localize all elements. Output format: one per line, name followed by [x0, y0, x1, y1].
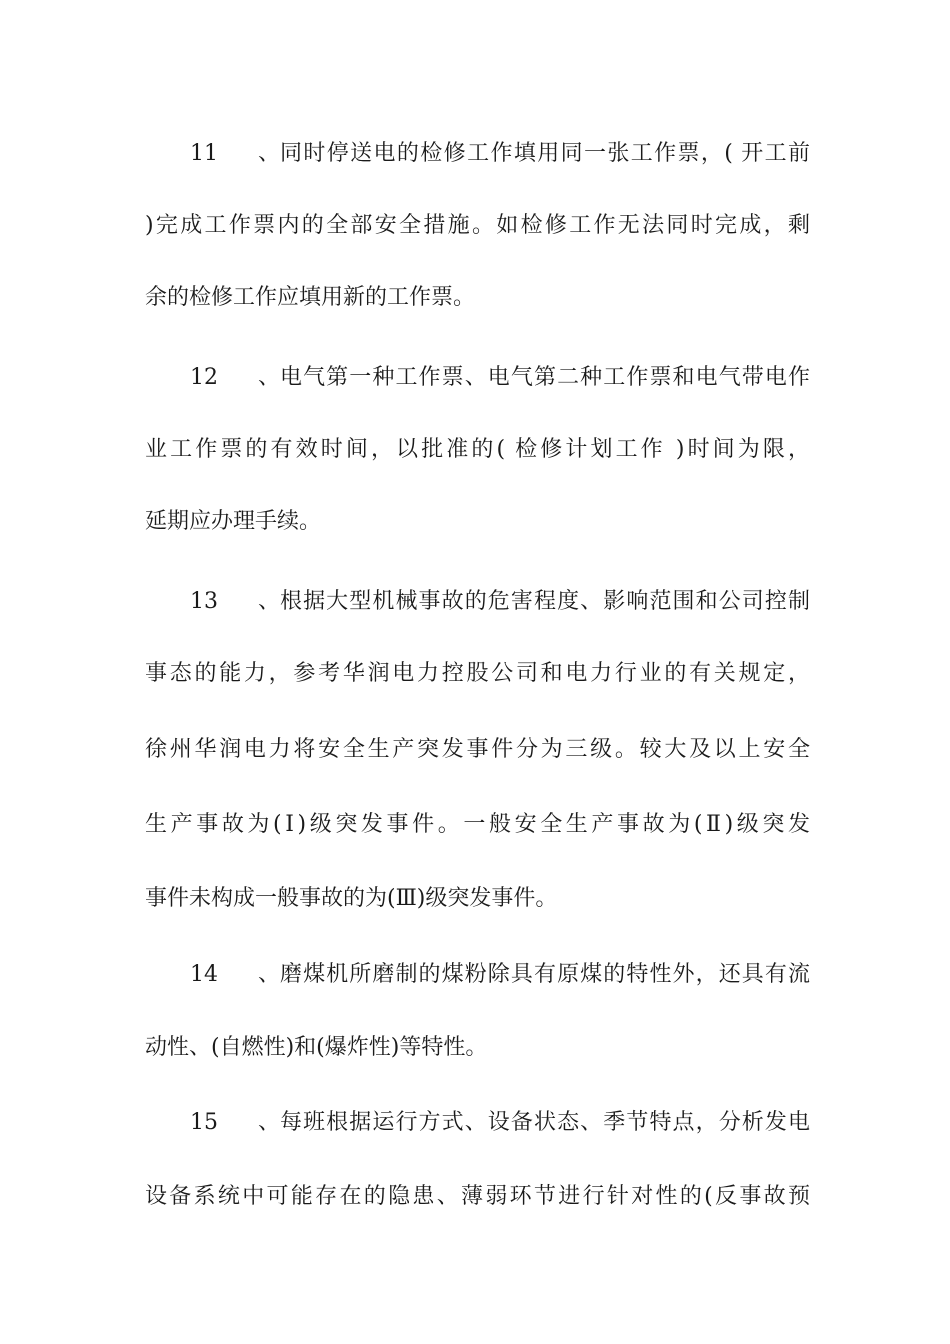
paragraph-15-line-2: 设备系统中可能存在的隐患、薄弱环节进行针对性的(反事故预: [145, 1184, 810, 1209]
paragraph-text: 磨煤机所磨制的煤粉除具有原煤的特性外，还具有流: [280, 962, 810, 987]
paragraph-12-line-3: 延期应办理手续。: [145, 509, 322, 534]
paragraph-14-line-2: 动性、(自燃性)和(爆炸性)等特性。: [145, 1035, 488, 1060]
paragraph-13-line-4: 生产事故为(Ⅰ)级突发事件。一般安全生产事故为(Ⅱ)级突发: [145, 812, 810, 837]
paragraph-text: 每班根据运行方式、设备状态、季节特点，分析发电: [280, 1110, 810, 1135]
paragraph-text: 根据大型机械事故的危害程度、影响范围和公司控制: [280, 589, 810, 614]
paragraph-11-line-1: [145, 139, 810, 169]
paragraph-12-line-2: 业工作票的有效时间，以批准的( 检修计划工作 )时间为限，: [145, 437, 810, 462]
paragraph-number: 11、: [190, 141, 280, 166]
paragraph-15-line-1: [145, 1108, 810, 1138]
paragraph-13-line-3: 徐州华润电力将安全生产突发事件分为三级。较大及以上安全: [145, 737, 810, 762]
paragraph-12-line-1: [145, 363, 810, 393]
paragraph-text: 电气第一种工作票、电气第二种工作票和电气带电作: [280, 365, 810, 390]
paragraph-number: 12、: [190, 365, 280, 390]
paragraph-number: 13、: [190, 589, 280, 614]
paragraph-number: 14、: [190, 962, 280, 987]
paragraph-text: 同时停送电的检修工作填用同一张工作票，( 开工前: [280, 141, 810, 166]
paragraph-number: 15、: [190, 1110, 280, 1135]
paragraph-13-line-1: [145, 587, 810, 617]
paragraph-11-line-3: 余的检修工作应填用新的工作票。: [145, 285, 476, 310]
paragraph-13-line-5: 事件未构成一般事故的为(Ⅲ)级突发事件。: [145, 886, 558, 911]
paragraph-14-line-1: [145, 960, 810, 990]
paragraph-11-line-2: )完成工作票内的全部安全措施。如检修工作无法同时完成，剩: [145, 213, 810, 238]
paragraph-13-line-2: 事态的能力，参考华润电力控股公司和电力行业的有关规定，: [145, 661, 810, 686]
